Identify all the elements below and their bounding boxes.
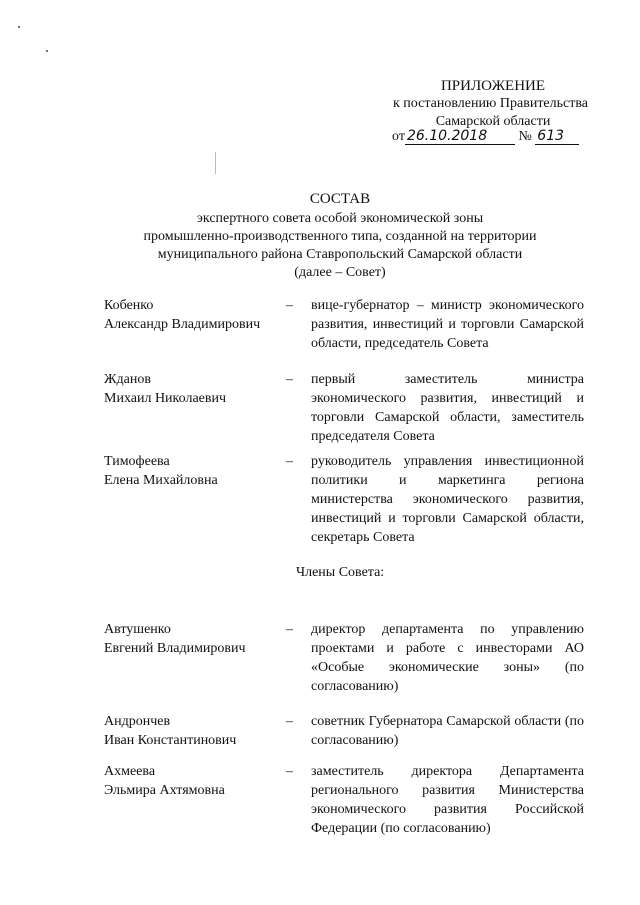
person-role: заместитель директора Департамента регионального развития Министерства экономического развития Российской Федерации (по согласованию)	[311, 764, 584, 836]
document-title: СОСТАВ	[309, 191, 371, 207]
heading-line-2: промышленно-производственного типа, созданной на территории	[143, 229, 537, 244]
appendix-line-2: Самарской области	[435, 114, 551, 129]
person-surname: Кобенко	[104, 298, 154, 313]
heading-line-3: муниципального района Ставропольский Самарской области	[157, 247, 523, 262]
person-surname: Автушенко	[104, 622, 171, 637]
scan-speck	[46, 50, 48, 52]
person-given-name: Елена Михайловна	[104, 473, 218, 488]
person-given-name: Михаил Николаевич	[104, 391, 227, 406]
person-role: вице-губернатор – министр экономического развития, инвестиций и торговли Самарской области, председатель Совета	[311, 298, 584, 351]
person-surname: Жданов	[104, 372, 151, 387]
date-handwritten: 26.10.2018	[405, 128, 515, 145]
date-prefix: от	[392, 129, 405, 144]
separator-dash: –	[286, 622, 293, 637]
appendix-line-1: к постановлению Правительства	[392, 96, 588, 111]
person-role: директор департамента по управлению проектами и работе с инвесторами АО «Особые экономические зоны» (по согласованию)	[311, 622, 584, 694]
separator-dash: –	[286, 764, 293, 779]
person-surname: Ахмеева	[104, 764, 156, 779]
person-name	[104, 762, 284, 800]
person-given-name: Эльмира Ахтямовна	[104, 783, 225, 798]
person-name	[104, 296, 284, 334]
person-role: советник Губернатора Самарской области (по согласованию)	[311, 714, 584, 748]
appendix-block	[358, 77, 588, 131]
separator-dash: –	[286, 454, 293, 469]
heading-line-1: экспертного совета особой экономической зоны	[196, 211, 484, 226]
person-given-name: Александр Владимирович	[104, 317, 261, 332]
person-role: руководитель управления инвестиционной политики и маркетинга региона министерства экономического развития, инвестиций и торговли Самарской области, секретарь Совета	[311, 454, 584, 545]
separator-dash: –	[286, 298, 293, 313]
document-heading	[120, 190, 560, 282]
person-given-name: Иван Константинович	[104, 733, 237, 748]
person-surname: Андрончев	[104, 714, 171, 729]
person-role: первый заместитель министра экономического развития, инвестиций и торговли Самарской области, заместитель председателя Совета	[311, 372, 584, 444]
separator-dash: –	[286, 714, 293, 729]
appendix-date-line	[392, 128, 579, 145]
person-name	[104, 712, 284, 750]
number-prefix: №	[518, 129, 532, 144]
person-name	[104, 370, 284, 408]
person-given-name: Евгений Владимирович	[104, 641, 246, 656]
scan-speck	[18, 26, 20, 28]
separator-dash: –	[286, 372, 293, 387]
members-heading: Члены Совета:	[296, 565, 385, 580]
number-handwritten: 613	[535, 128, 579, 145]
person-name	[104, 452, 284, 490]
scan-mark	[215, 152, 216, 174]
person-name	[104, 620, 284, 658]
appendix-title: ПРИЛОЖЕНИЕ	[440, 78, 546, 94]
person-surname: Тимофеева	[104, 454, 170, 469]
heading-line-4: (далее – Совет)	[294, 265, 386, 280]
